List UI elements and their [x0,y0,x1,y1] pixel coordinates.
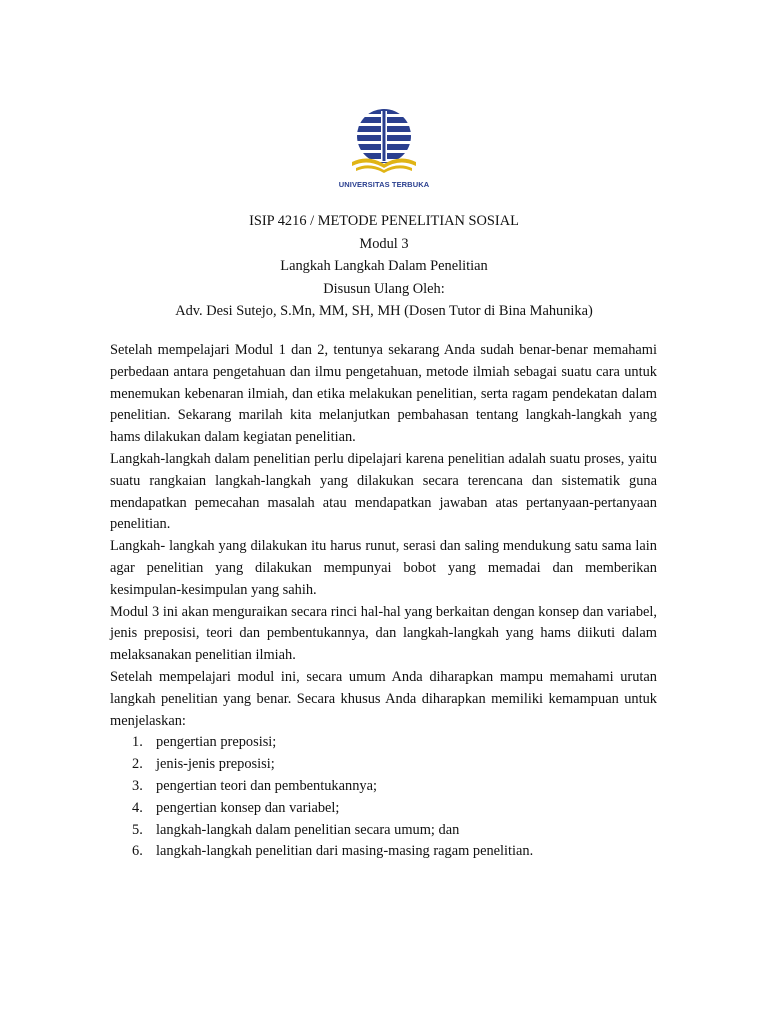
list-item [110,754,657,776]
university-logo [330,106,438,196]
list-number: 2. [132,756,143,773]
list-item [110,841,657,863]
module-number: Modul 3 [359,235,409,252]
paragraph: Modul 3 ini akan menguraikan secara rinci hal-hal yang berkaitan dengan konsep dan variabel, jenis preposisi, teori dan pembentukannya, dan langkah-langkah yang hams diikuti dalam melaksanakan penelitian ilmiah. [110,603,657,664]
paragraph: Setelah mempelajari modul ini, secara umum Anda diharapkan mampu memahami urutan langkah penelitian yang benar. Secara khusus Anda diharapkan memiliki kemampuan untuk menjelaskan: [110,668,657,729]
list-number: 1. [132,734,143,751]
module-topic: Langkah Langkah Dalam Penelitian [280,258,488,274]
title-block [100,210,668,323]
objectives-list [110,732,657,863]
paragraph: Setelah mempelajari Modul 1 dan 2, tentunya sekarang Anda sudah benar-benar memahami perbedaan antara pengetahuan dan ilmu pengetahuan, metode ilmiah sebagai suatu cara untuk menemukan kebenaran ilmiah, dan etika melakukan penelitian, serta ragam pendekatan dalam penelitian. Sekarang marilah kita melanjutkan pembahasan tentang langkah-langkah yang hams dilakukan dalam kegiatan penelitian. [110,342,657,446]
list-item-text: pengertian preposisi; [156,734,277,751]
paragraph: Langkah- langkah yang dilakukan itu harus runut, serasi dan saling mendukung satu sama lain agar penelitian yang dilakukan mempunyai bobot yang memadai dan memberikan kesimpulan-kesimpulan yang sahih. [110,538,657,598]
list-item-text: pengertian teori dan pembentukannya; [156,777,377,794]
list-number: 4. [132,799,143,816]
course-title: ISIP 4216 / METODE PENELITIAN SOSIAL [249,213,519,229]
list-item-text: jenis-jenis preposisi; [156,756,275,773]
list-item [110,798,657,820]
compiled-by-label: Disusun Ulang Oleh: [323,280,445,297]
body-text [110,340,657,863]
list-item-text: pengertian konsep dan variabel; [156,799,340,816]
list-item [110,820,657,842]
list-number: 6. [132,843,143,860]
list-item [110,732,657,754]
university-emblem-icon [330,106,438,182]
list-item [110,776,657,798]
author-line: Adv. Desi Sutejo, S.Mn, MM, SH, MH (Dosen Tutor di Bina Mahunika) [175,303,593,319]
logo-text: UNIVERSITAS TERBUKA [338,180,430,189]
paragraph: Langkah-langkah dalam penelitian perlu dipelajari karena penelitian adalah suatu proses, yaitu suatu rangkaian langkah-langkah yang dilakukan secara terencana dan sistematik guna mendapatkan pemecahan masalah atau mendapatkan jawaban atas pertanyaan-pertanyaan penelitian. [110,450,657,533]
list-number: 3. [132,777,143,794]
list-item-text: langkah-langkah penelitian dari masing-masing ragam penelitian. [156,843,534,860]
list-number: 5. [132,821,143,838]
list-item-text: langkah-langkah dalam penelitian secara umum; dan [156,821,460,838]
